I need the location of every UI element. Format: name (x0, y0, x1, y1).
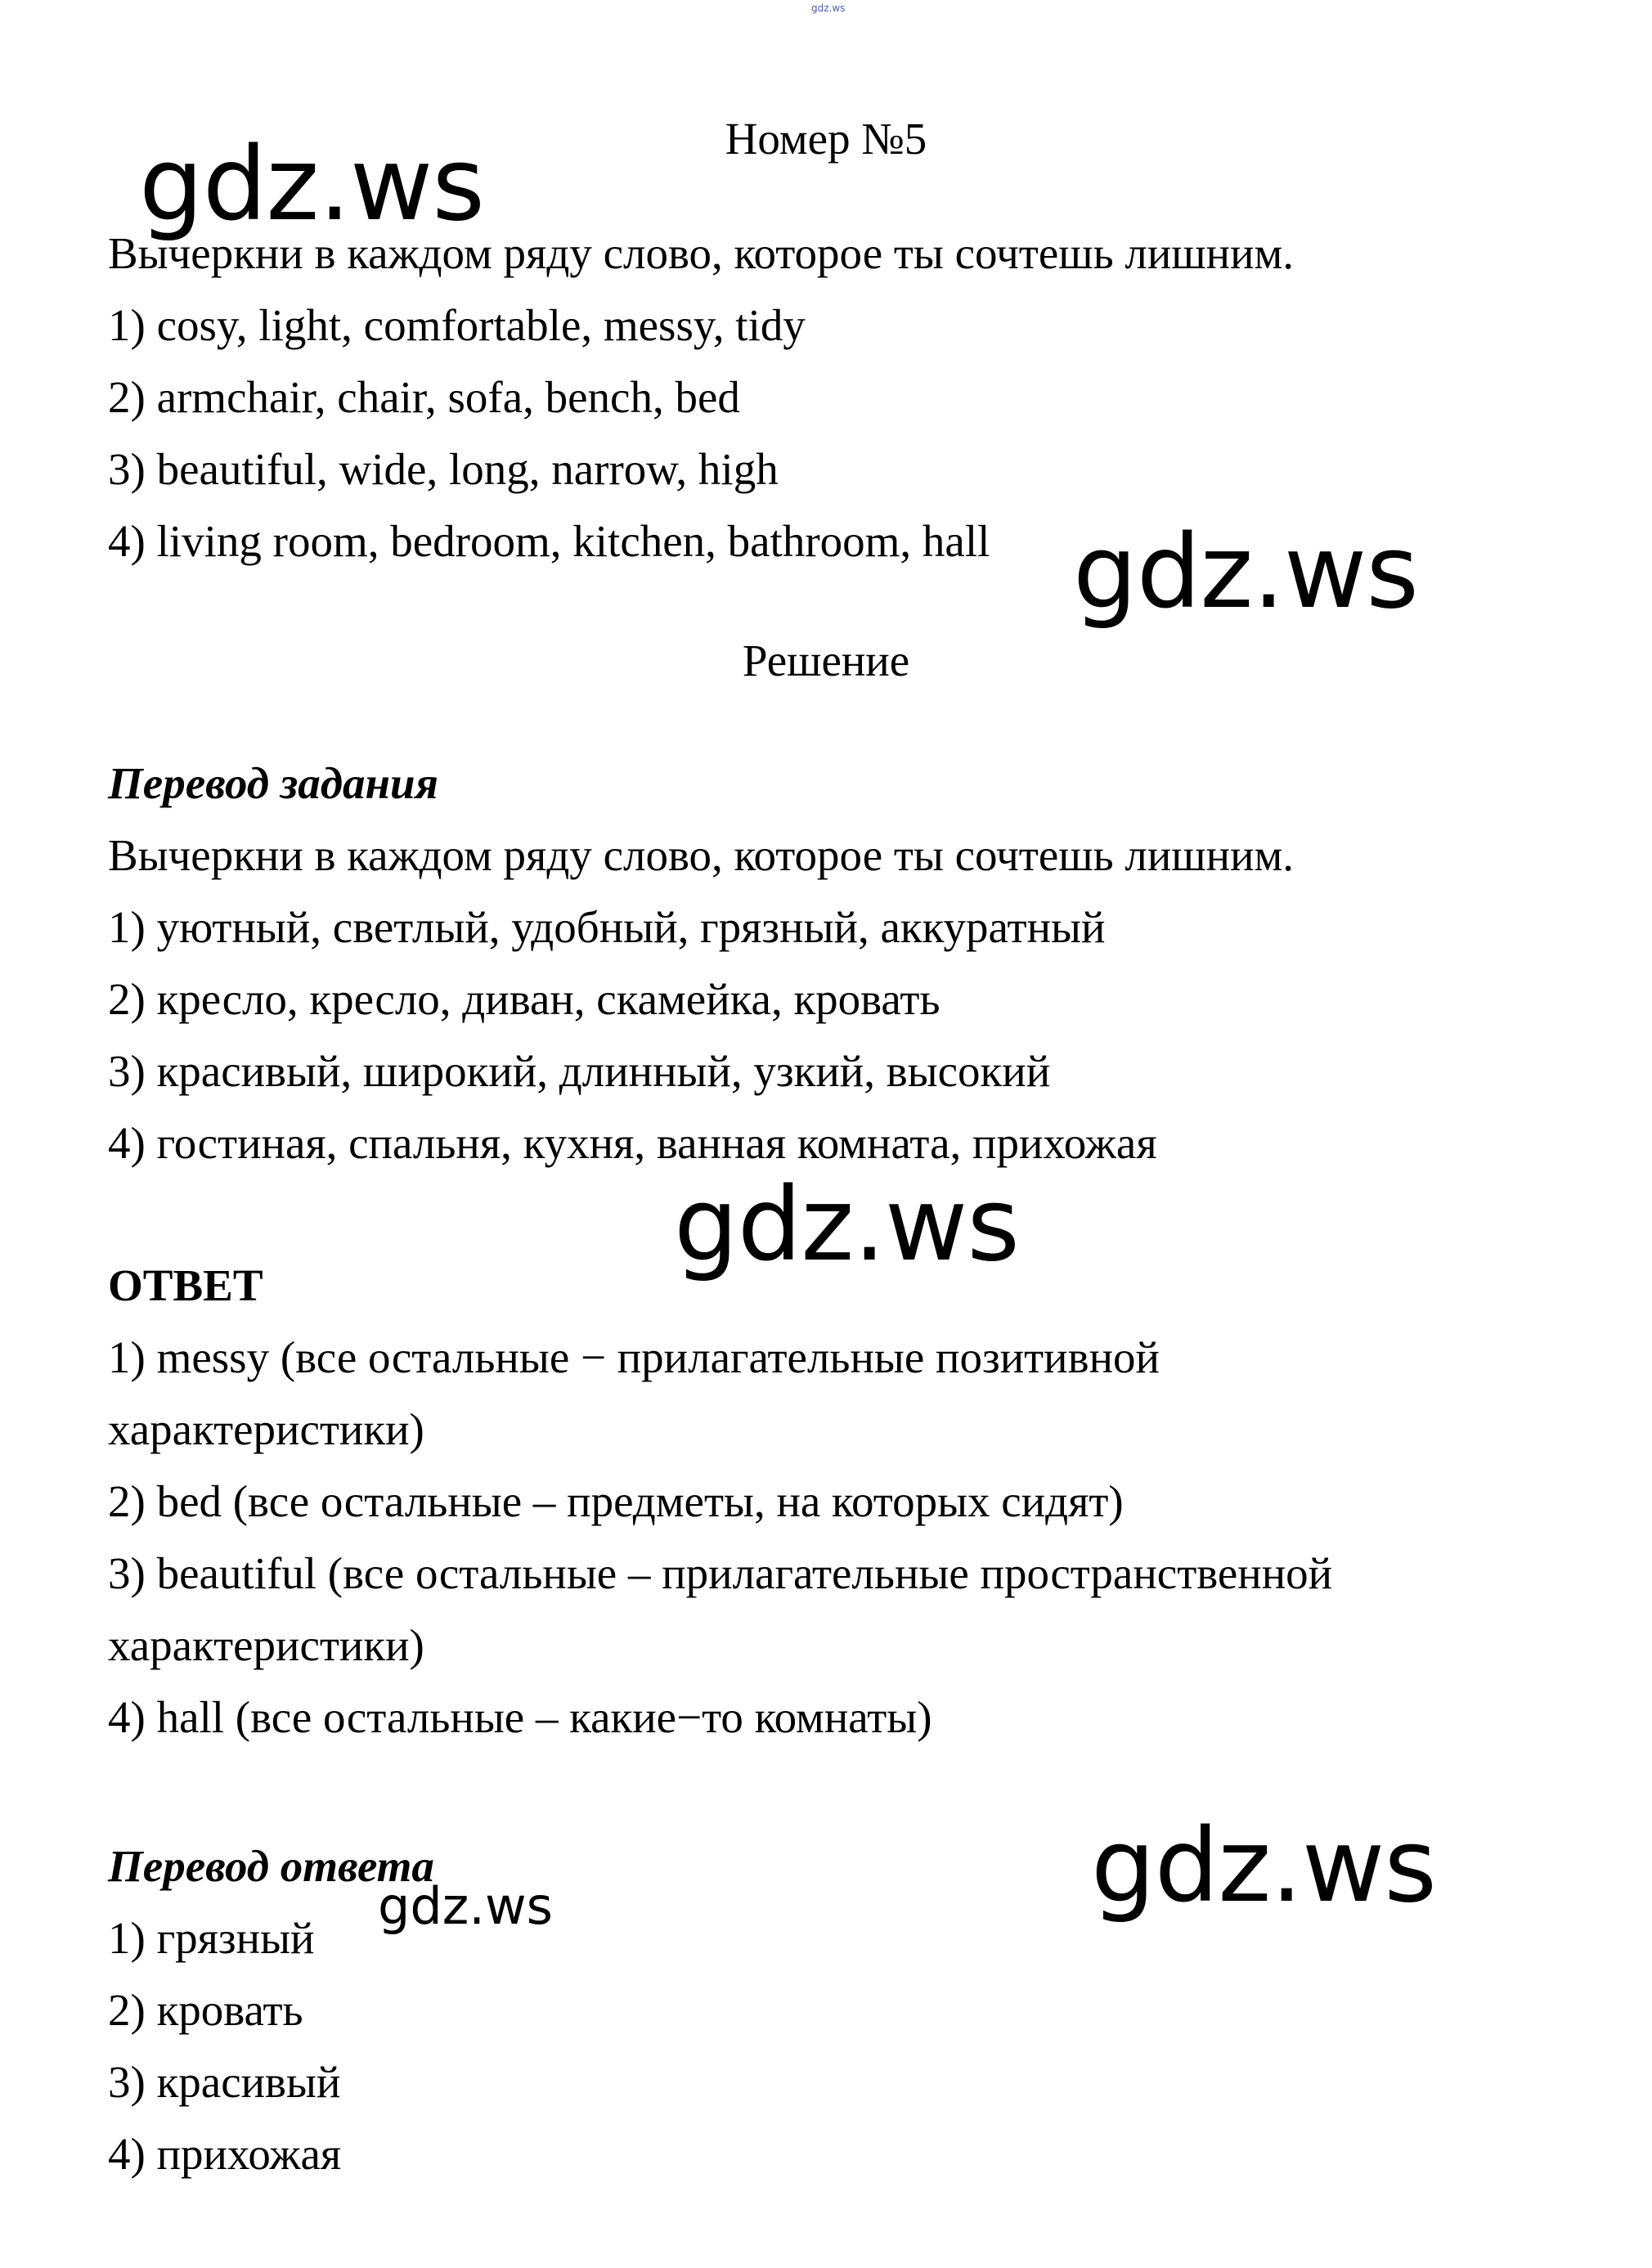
answer-translation-row-1: 1) грязный (108, 1913, 315, 1963)
answer-line-4: 3) beautiful (все остальные – прилагательные пространственной (108, 1548, 1333, 1598)
answer-line-3: 2) bed (все остальные – предметы, на которых сидят) (108, 1476, 1124, 1526)
watermark-small: gdz.ws (378, 1876, 553, 1936)
task-row-3: 3) beautiful, wide, long, narrow, high (108, 444, 779, 494)
watermark: gdz.ws (674, 1166, 1019, 1284)
watermark: gdz.ws (1073, 514, 1418, 631)
translation-heading: Перевод задания (108, 758, 438, 808)
task-instruction: Вычеркни в каждом ряду слово, которое ты сочтешь лишним. (108, 228, 1295, 278)
page-title: Номер №5 (725, 114, 927, 164)
translation-row-4: 4) гостиная, спальня, кухня, ванная комната, прихожая (108, 1118, 1157, 1168)
watermark-tiny: gdz.ws (811, 2, 846, 14)
answer-line-1: 1) messy (все остальные − прилагательные позитивной (108, 1332, 1160, 1382)
task-row-2: 2) armchair, chair, sofa, bench, bed (108, 372, 740, 422)
task-row-4: 4) living room, bedroom, kitchen, bathroom, hall (108, 516, 990, 566)
translation-row-2: 2) кресло, кресло, диван, скамейка, кровать (108, 974, 940, 1024)
answer-translation-row-4: 4) прихожая (108, 2129, 342, 2179)
answer-line-5: характеристики) (108, 1620, 424, 1670)
solution-heading: Решение (742, 635, 910, 685)
answer-line-2: характеристики) (108, 1404, 424, 1454)
translation-row-1: 1) уютный, светлый, удобный, грязный, аккуратный (108, 902, 1106, 952)
watermark: gdz.ws (139, 126, 484, 244)
translation-instruction: Вычеркни в каждом ряду слово, которое ты сочтешь лишним. (108, 830, 1295, 880)
answer-translation-row-2: 2) кровать (108, 1985, 303, 2035)
watermark: gdz.ws (1091, 1808, 1436, 1925)
task-row-1: 1) cosy, light, comfortable, messy, tidy (108, 300, 806, 350)
translation-row-3: 3) красивый, широкий, длинный, узкий, высокий (108, 1046, 1051, 1096)
answer-heading: ОТВЕТ (108, 1260, 263, 1310)
answer-translation-heading: Перевод ответа (108, 1841, 434, 1891)
answer-line-6: 4) hall (все остальные – какие−то комнаты) (108, 1692, 932, 1742)
answer-translation-row-3: 3) красивый (108, 2057, 341, 2107)
